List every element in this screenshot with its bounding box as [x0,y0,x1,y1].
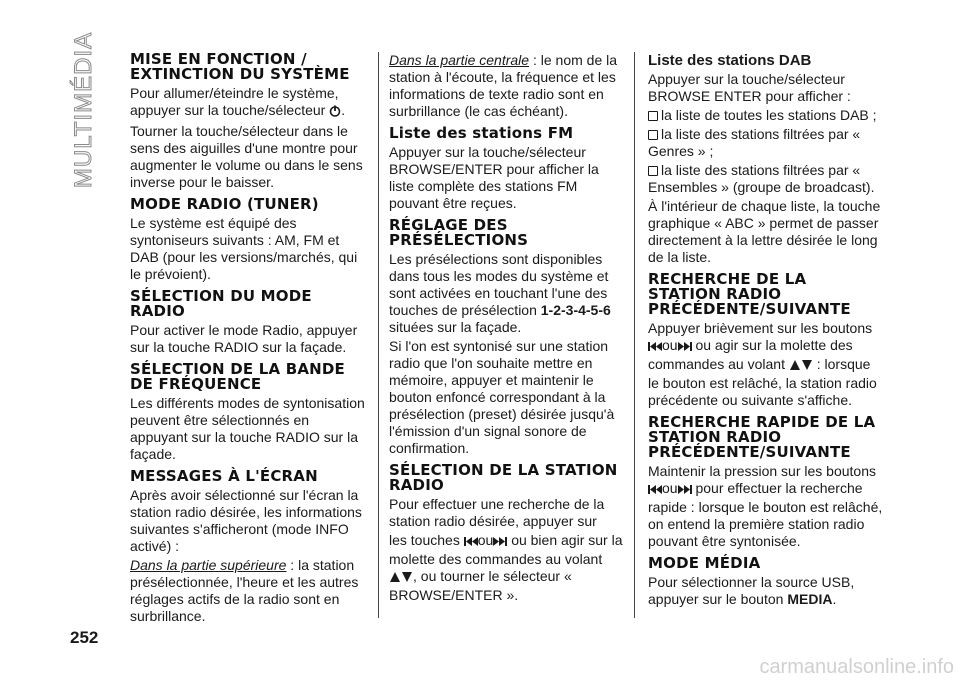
heading-fast-search: RECHERCHE RAPIDE DE LA STATION RADIO PRÉCÉDENTE/SUIVANTE [648,413,876,461]
bullet-icon [648,130,658,140]
paragraph [389,251,625,336]
heading-screen-messages: MESSAGES À L'ÉCRAN [130,467,318,485]
italic-text: Dans la partie centrale [389,52,530,68]
paragraph [130,557,366,625]
skip-forward-icon [678,482,692,499]
text: ou agir sur la molette des commandes au volant [648,337,853,372]
text: : lorsque le bouton est relâché, la station radio précédente ou suivante s'affiche. [648,356,877,408]
text: Maintenir la pression sur les boutons [648,463,877,479]
heading-radio-select: SÉLECTION DU MODE RADIO [130,287,312,320]
power-icon [329,104,341,121]
text: Appuyer brièvement sur les boutons [648,320,873,336]
skip-back-icon [648,482,662,499]
text: Pour allumer/éteindre le système, appuyer sur la touche/sélecteur [130,85,339,118]
paragraph: Tourner la touche/sélecteur dans le sens des aiguilles d'une montre pour augmenter le volume ou dans le sens inverse pour le baisser. [130,123,363,190]
paragraph [130,85,366,121]
text: ou [662,480,678,496]
heading-dab-list: Liste des stations DAB [648,52,812,69]
list-item [648,162,884,196]
skip-forward-icon [493,534,507,551]
heading-radio-mode: MODE RADIO (TUNER) [130,195,319,213]
paragraph [648,574,884,608]
text: situées sur la façade. [389,319,522,335]
text: volant [564,551,603,567]
paragraph: Après avoir sélectionné sur l'écran la station radio désirée, les informations suivantes s'afficheront (mode INFO activé) : [130,487,362,554]
text: la liste des stations filtrées par « Ensembles » (groupe de broadcast). [648,162,875,195]
heading-fm-list: Liste des stations FM [389,124,574,142]
text: les touches [389,532,464,548]
heading-presets: RÉGLAGE DES PRÉSÉLECTIONS [389,216,529,249]
arrow-up-down-icon [789,358,813,375]
italic-text: Dans la partie supérieure [130,557,287,573]
skip-back-icon [464,534,478,551]
paragraph: Le système est équipé des syntoniseurs suivants : AM, FM et DAB (pour les versions/marchés, qui le prévoient). [130,215,358,282]
text: la liste des stations filtrées par « Genres » ; [648,126,861,159]
column-2 [389,52,625,606]
paragraph: Les différents modes de syntonisation peuvent être sélectionnés en appuyant sur la touche RADIO sur la façade. [130,395,365,462]
heading-band-select: SÉLECTION DE LA BANDE DE FRÉQUENCE [130,360,346,393]
heading-power: MISE EN FONCTION / EXTINCTION DU SYSTÈME [130,50,350,83]
column-divider [378,52,379,618]
column-divider [634,52,635,618]
paragraph: Appuyer sur la touche/sélecteur BROWSE/ENTER pour afficher la liste complète des stations FM pouvant être reçues. [389,144,599,211]
paragraph: Si l'on est syntonisé sur une station radio que l'on souhaite mettre en mémoire, appuyer et maintenir le bouton enfoncé correspondant à la présélection (preset) désirée jusqu'à l'émission d'un signal sonore de confirmation. [389,338,615,456]
column-1 [130,52,366,627]
section-label: MULTIMÉDIA [70,31,97,189]
list-item [648,126,884,160]
paragraph: Appuyer sur la touche/sélecteur BROWSE ENTER pour afficher : [648,71,851,104]
paragraph: Pour effectuer une recherche de la station radio désirée, appuyer sur [389,496,605,529]
arrow-up-down-icon [389,570,413,587]
heading-station-select: SÉLECTION DE LA STATION RADIO [389,461,618,494]
paragraph [648,463,884,550]
paragraph [389,52,625,120]
text: : le nom de la station à l'écoute, la fréquence et les informations de texte radio sont en surbrillance (le cas échéant). [389,52,618,119]
skip-back-icon [648,339,662,356]
text: la liste de toutes les stations DAB ; [661,107,877,123]
text: pour effectuer la recherche rapide : lorsque le bouton est relâché, on entend la première station radio pouvant être syntonisée. [648,480,883,549]
heading-prev-next: RECHERCHE DE LA STATION RADIO PRÉCÉDENTE/SUIVANTE [648,270,851,318]
heading-media-mode: MODE MÉDIA [648,554,761,572]
watermark: carmanualsonline.info [759,656,954,678]
list-item [648,107,884,124]
page-number: 252 [70,628,99,647]
text: . [341,102,346,118]
paragraph: À l'intérieur de chaque liste, la touche graphique « ABC » permet de passer directement à la lettre désirée le long de la liste. [648,198,881,265]
skip-forward-icon [678,339,692,356]
paragraph: Pour activer le mode Radio, appuyer sur la touche RADIO sur la façade. [130,322,358,355]
text: , ou tourner le sélecteur « BROWSE/ENTER ». [389,568,572,603]
column-3 [648,52,884,610]
paragraph [648,320,884,409]
text: ou [662,337,678,353]
paragraph [389,532,625,604]
text: Pour sélectionner la source USB, appuyer sur le bouton [648,574,855,607]
text: . [832,591,837,607]
text: ou bien agir sur la molette des commandes au [389,532,623,567]
text: : la station présélectionnée, l'heure et les autres réglages actifs de la radio sont en surbrillance. [130,557,359,624]
text: Les présélections sont disponibles dans tous les modes du système et sont activées en touchant l'une des touches de présélection [389,251,609,318]
text: ou [477,532,494,548]
bullet-icon [648,111,658,121]
preset-keys: 1-2-3-4-5-6 [540,302,611,318]
bullet-icon [648,166,658,176]
media-key: MEDIA [787,591,833,607]
